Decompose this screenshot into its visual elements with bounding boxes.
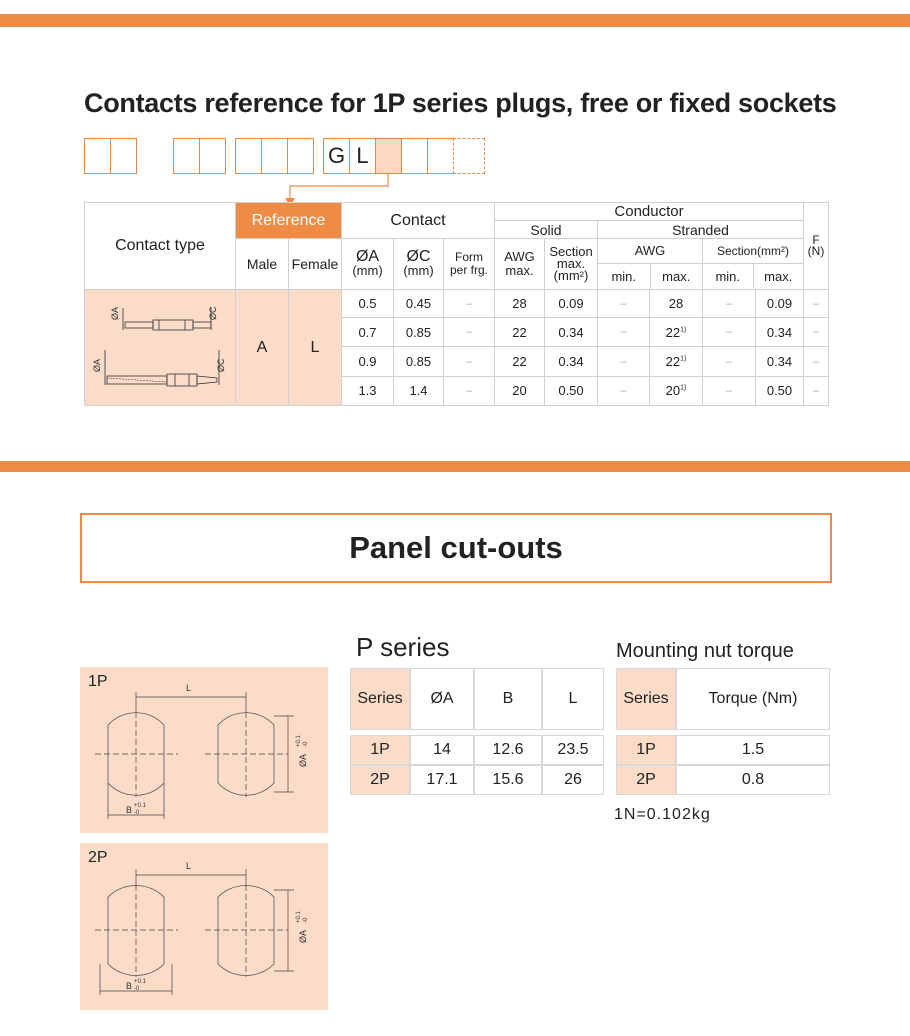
header-sec-max: max.	[764, 269, 793, 284]
cutout-drawing	[80, 843, 328, 1010]
code-box	[287, 138, 314, 174]
unit-note: 1N=0.102kg	[614, 806, 711, 823]
cell-awg-str-max	[650, 290, 703, 318]
cell-l: 26	[542, 765, 604, 795]
cell-awg-str-max	[650, 347, 703, 376]
dim-b: B	[126, 981, 133, 991]
cell-oa: 0.9	[342, 347, 394, 376]
dim-a: ØA	[298, 753, 308, 767]
code-box	[235, 138, 261, 174]
code-box	[110, 138, 137, 174]
cell-sec-min: –	[703, 290, 756, 318]
cell-awg-max: 28	[495, 290, 545, 318]
cell-awg-min: –	[598, 318, 650, 347]
torque-title: Mounting nut torque	[616, 640, 794, 662]
table-row	[616, 735, 830, 765]
header-force	[804, 203, 829, 290]
diagram-label-oc: ØC	[208, 306, 218, 320]
cell-series: 2P	[616, 765, 676, 795]
cell-sec-max: 0.34	[756, 318, 804, 347]
oc-label: ØC	[406, 248, 431, 265]
header-form	[444, 239, 495, 290]
awg-value: 22	[665, 354, 681, 370]
cutout-diagram-1p	[80, 667, 328, 833]
diagram-label-oc-2: ØC	[216, 358, 226, 372]
header-contact-type: Contact type	[85, 203, 236, 290]
footnote-mark: 1)	[680, 326, 687, 334]
dim-l: L	[186, 683, 192, 693]
oa-label: ØA	[355, 248, 380, 265]
cell-sec-max: 0.09	[756, 290, 804, 318]
cell-series: 1P	[350, 735, 410, 765]
header-series: Series	[350, 668, 410, 730]
cell-oa: 1.3	[342, 376, 394, 405]
header-awg-max	[495, 239, 545, 290]
cell-oc: 0.45	[394, 290, 444, 318]
cell-torque: 0.8	[676, 765, 830, 795]
awg-label: AWG	[504, 249, 535, 264]
dim-a-tol: +0.1	[296, 735, 302, 747]
cell-series: 1P	[616, 735, 676, 765]
header-conductor: Conductor	[495, 203, 804, 221]
cell-sec-min: –	[703, 376, 756, 405]
contact-diagram	[85, 290, 236, 406]
cell-oa: 0.7	[342, 318, 394, 347]
header-section-max	[545, 239, 598, 290]
diagram-label: 2P	[88, 849, 108, 866]
code-box	[84, 138, 110, 174]
cell-series: 2P	[350, 765, 410, 795]
female-reference: L	[289, 290, 342, 406]
dim-a-tol: +0.1	[296, 911, 302, 923]
cutout-drawing	[80, 667, 328, 833]
header-awg-group	[598, 239, 703, 290]
footnote-mark: 1)	[680, 385, 687, 393]
table-row	[350, 765, 604, 795]
cell-torque: 1.5	[676, 735, 830, 765]
cell-sec-max: 0.34	[756, 347, 804, 376]
cell-awg-min: –	[598, 290, 650, 318]
form-label: Form	[455, 250, 483, 264]
cell-oc: 0.85	[394, 347, 444, 376]
table-row	[616, 765, 830, 795]
header-oa: ØA	[410, 668, 474, 730]
dim-b-tol-low: -0	[134, 986, 140, 992]
code-box	[401, 138, 427, 174]
footnote-mark: 1)	[680, 355, 687, 363]
cell-section-max: 0.34	[545, 347, 598, 376]
dim-a-tol-low: -0	[303, 917, 309, 923]
top-accent-bar	[0, 14, 910, 27]
male-reference: A	[236, 290, 289, 406]
dim-b-tol: +0.1	[134, 979, 146, 985]
dim-b-tol: +0.1	[134, 803, 146, 809]
diagram-label-oa-2: ØA	[92, 358, 102, 372]
section-unit: (mm²)	[553, 268, 589, 283]
cell-awg-str-max	[650, 376, 703, 405]
p-series-title: P series	[356, 632, 450, 662]
form-label-2: per frg.	[449, 263, 488, 277]
p-series-table	[350, 668, 604, 795]
code-box	[261, 138, 287, 174]
dim-b: B	[126, 805, 133, 815]
cell-b: 15.6	[474, 765, 542, 795]
cell-oc: 0.85	[394, 318, 444, 347]
diagram-label-oa: ØA	[110, 306, 120, 320]
cell-section-max: 0.50	[545, 376, 598, 405]
code-letter-l: L	[349, 138, 375, 174]
awg-value: 28	[668, 296, 684, 312]
dim-l: L	[186, 861, 192, 871]
code-box	[199, 138, 226, 174]
section-max-label: max.	[556, 256, 586, 271]
cutout-diagram-2p	[80, 843, 328, 1010]
header-contact: Contact	[342, 203, 495, 239]
cell-section-max: 0.09	[545, 290, 598, 318]
oc-unit: (mm)	[403, 263, 434, 278]
cell-oa: 17.1	[410, 765, 474, 795]
cell-sec-min: –	[703, 318, 756, 347]
cell-sec-min: –	[703, 347, 756, 376]
dim-a: ØA	[298, 929, 308, 943]
dim-a-tol-low: -0	[303, 741, 309, 747]
oa-unit: (mm)	[352, 263, 383, 278]
cell-force: –	[804, 290, 829, 318]
cell-form: –	[444, 376, 495, 405]
section-label: Section	[549, 244, 593, 259]
table-row	[85, 290, 829, 318]
header-section-group	[703, 239, 804, 290]
f-label: F	[812, 233, 820, 247]
code-box	[173, 138, 199, 174]
header-l: L	[542, 668, 604, 730]
cell-sec-max: 0.50	[756, 376, 804, 405]
header-solid: Solid	[495, 221, 598, 239]
cell-form: –	[444, 290, 495, 318]
cell-awg-min: –	[598, 376, 650, 405]
cell-section-max: 0.34	[545, 318, 598, 347]
middle-accent-bar	[0, 461, 910, 472]
section-title: Contacts reference for 1P series plugs, free or fixed sockets	[84, 88, 837, 118]
header-oc	[394, 239, 444, 290]
header-stranded: Stranded	[598, 221, 804, 239]
awg-max-label: max.	[505, 263, 534, 278]
awg-value: 22	[665, 324, 681, 340]
header-b: B	[474, 668, 542, 730]
header-awg: AWG	[598, 239, 702, 264]
panel-cutouts-title: Panel cut-outs	[80, 513, 832, 583]
contact-pin-drawing	[85, 290, 235, 405]
code-box-optional	[453, 138, 485, 174]
diagram-label: 1P	[88, 673, 108, 690]
code-letter-g: G	[323, 138, 349, 174]
header-series: Series	[616, 668, 676, 730]
cell-awg-max: 22	[495, 318, 545, 347]
contact-reference-table	[84, 202, 829, 406]
table-row	[350, 735, 604, 765]
cell-l: 23.5	[542, 735, 604, 765]
header-sec-min: min.	[703, 264, 754, 289]
cell-oc: 1.4	[394, 376, 444, 405]
cell-b: 12.6	[474, 735, 542, 765]
header-reference: Reference	[236, 203, 342, 239]
cell-form: –	[444, 318, 495, 347]
header-awg-min: min.	[598, 264, 651, 289]
header-female: Female	[289, 239, 342, 290]
dim-b-tol-low: -0	[134, 810, 140, 816]
code-box	[427, 138, 453, 174]
header-awg-str-max: max.	[662, 269, 691, 284]
cell-awg-str-max	[650, 318, 703, 347]
cell-force: –	[804, 347, 829, 376]
f-unit: (N)	[807, 244, 825, 258]
code-box-highlighted	[375, 138, 401, 174]
cell-awg-max: 22	[495, 347, 545, 376]
cell-awg-max: 20	[495, 376, 545, 405]
cell-awg-min: –	[598, 347, 650, 376]
awg-value: 20	[665, 383, 681, 399]
cell-form: –	[444, 347, 495, 376]
cell-oa: 14	[410, 735, 474, 765]
header-male: Male	[236, 239, 289, 290]
cell-oa: 0.5	[342, 290, 394, 318]
header-section-mm2: Section(mm²)	[703, 239, 803, 264]
cell-force: –	[804, 376, 829, 405]
header-oa	[342, 239, 394, 290]
header-torque: Torque (Nm)	[676, 668, 830, 730]
torque-table	[616, 668, 830, 795]
cell-force: –	[804, 318, 829, 347]
